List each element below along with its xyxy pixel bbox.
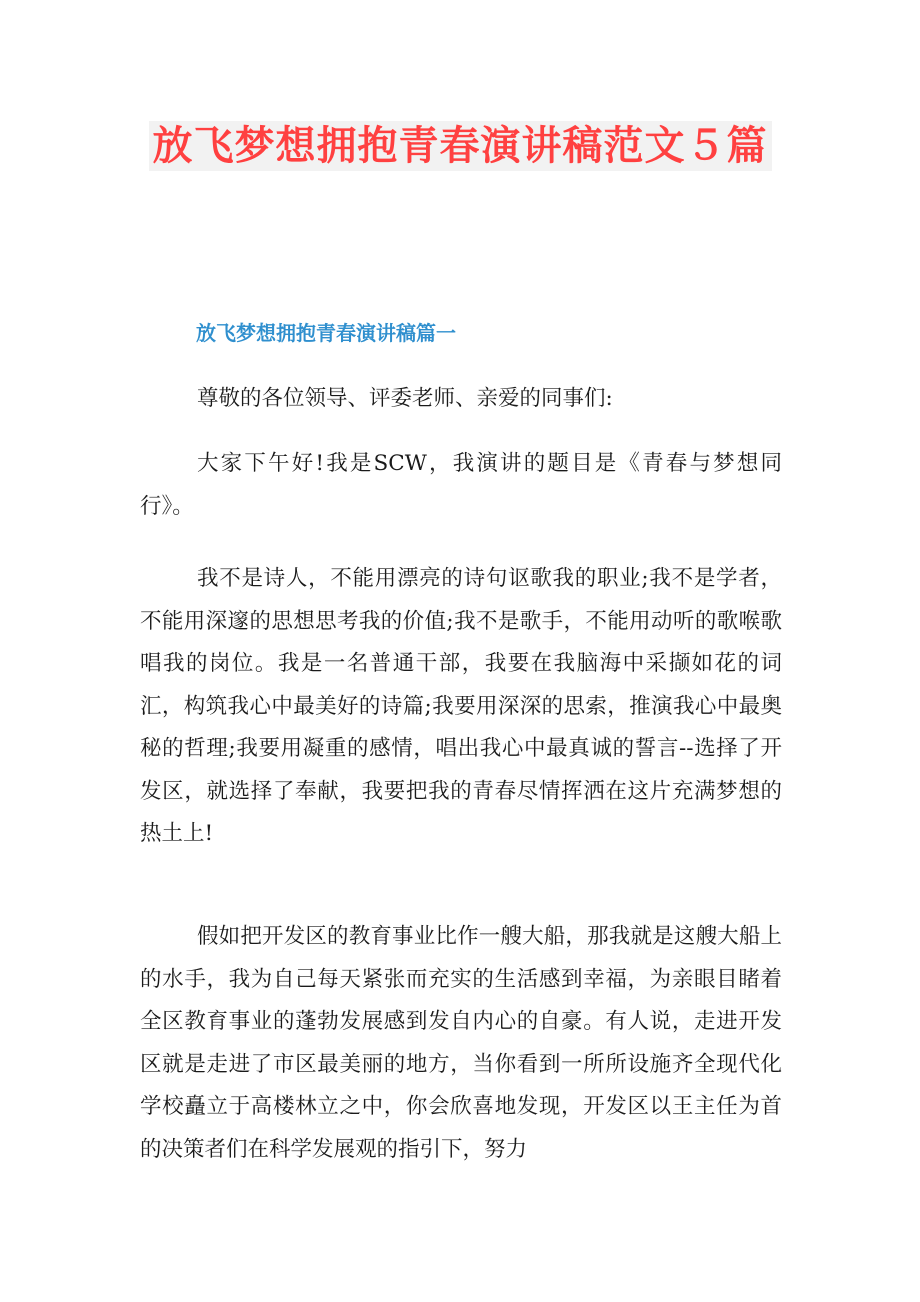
document-title-text: 放飞梦想拥抱青春演讲稿范文５篇 [149,121,772,171]
document-title [0,118,920,174]
paragraph-ship: 假如把开发区的教育事业比作一艘大船，那我就是这艘大船上的水手，我为自己每天紧张而充实的生活感到幸福，为亲眼目睹着全区教育事业的蓬勃发展感到发自内心的自豪。有人说，走进开发区就是走进了市区最美丽的地方，当你看到一所所设施齐全现代化学校矗立于高楼林立之中，你会欣喜地发现，开发区以王主任为首的决策者们在科学发展观的指引下，努力 [140,924,782,1162]
paragraph-intro: 大家下午好!我是SCW，我演讲的题目是《青春与梦想同行》。 [140,451,782,519]
paragraph-greeting: 尊敬的各位领导、评委老师、亲爱的同事们: [197,386,613,411]
paragraph-poet: 我不是诗人，不能用漂亮的诗句讴歌我的职业;我不是学者，不能用深邃的思想思考我的价值;我不是歌手，不能用动听的歌喉歌唱我的岗位。我是一名普通干部，我要在我脑海中采撷如花的词汇，构筑我心中最美好的诗篇;我要用深深的思索，推演我心中最奥秘的哲理;我要用凝重的感情，唱出我心中最真诚的誓言--选择了开发区，就选择了奉献，我要把我的青春尽情挥洒在这片充满梦想的热土上! [140,566,782,846]
section-heading: 放飞梦想拥抱青春演讲稿篇一 [196,321,456,345]
